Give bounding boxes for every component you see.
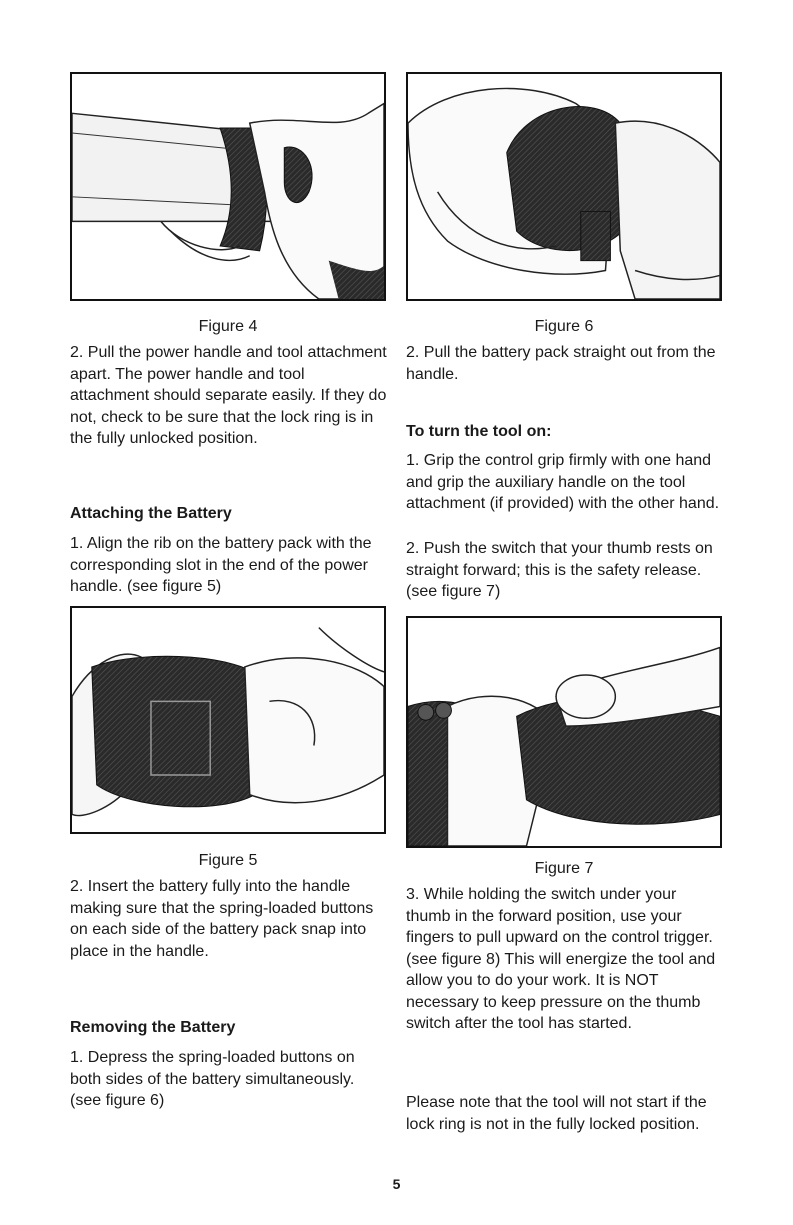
figure-5-illustration: [70, 606, 386, 834]
page-number: 5: [392, 1176, 401, 1192]
paragraph-removing-step-2: 2. Pull the battery pack straight out from the handle.: [406, 344, 716, 383]
heading-removing-battery: Removing the Battery: [70, 1019, 236, 1036]
paragraph-lock-ring-note: Please note that the tool will not start if the lock ring is not in the fully locked position.: [406, 1094, 707, 1133]
paragraph-turn-on-step-2: 2. Push the switch that your thumb rests on straight forward; this is the safety release. (see figure 7): [406, 540, 713, 600]
figure-6-illustration: [406, 72, 722, 301]
figure-7-illustration: [406, 616, 722, 848]
figure-7-caption: Figure 7: [534, 860, 594, 877]
paragraph-turn-on-step-3: 3. While holding the switch under your thumb in the forward position, use your fingers to pull upward on the control trigger. (see figure 8) This will energize the tool and allow you to do your work. It is NOT necessary to keep pressure on the thumb switch after the tool has started.: [406, 886, 716, 1032]
heading-turn-tool-on: To turn the tool on:: [406, 423, 552, 440]
paragraph-removing-step-1: 1. Depress the spring-loaded buttons on both sides of the battery simultaneously. (see figure 6): [70, 1049, 355, 1109]
paragraph-turn-on-step-1: 1. Grip the control grip firmly with one hand and grip the auxiliary handle on the tool attachment (if provided) with the other hand.: [406, 452, 720, 512]
paragraph-pull-apart: 2. Pull the power handle and tool attachment apart. The power handle and tool attachment should separate easily. If they do not, check to be sure that the lock ring is in the fully unlocked position.: [70, 344, 387, 447]
paragraph-attaching-step-2: 2. Insert the battery fully into the handle making sure that the spring-loaded buttons on each side of the battery pack snap into place in the handle.: [70, 878, 374, 960]
figure-4-caption: Figure 4: [198, 318, 258, 335]
heading-attaching-battery: Attaching the Battery: [70, 505, 232, 522]
figure-5-caption: Figure 5: [198, 852, 258, 869]
paragraph-attaching-step-1: 1. Align the rib on the battery pack with the corresponding slot in the end of the power handle. (see figure 5): [70, 535, 372, 595]
figure-4-illustration: [70, 72, 386, 301]
figure-6-caption: Figure 6: [534, 318, 594, 335]
